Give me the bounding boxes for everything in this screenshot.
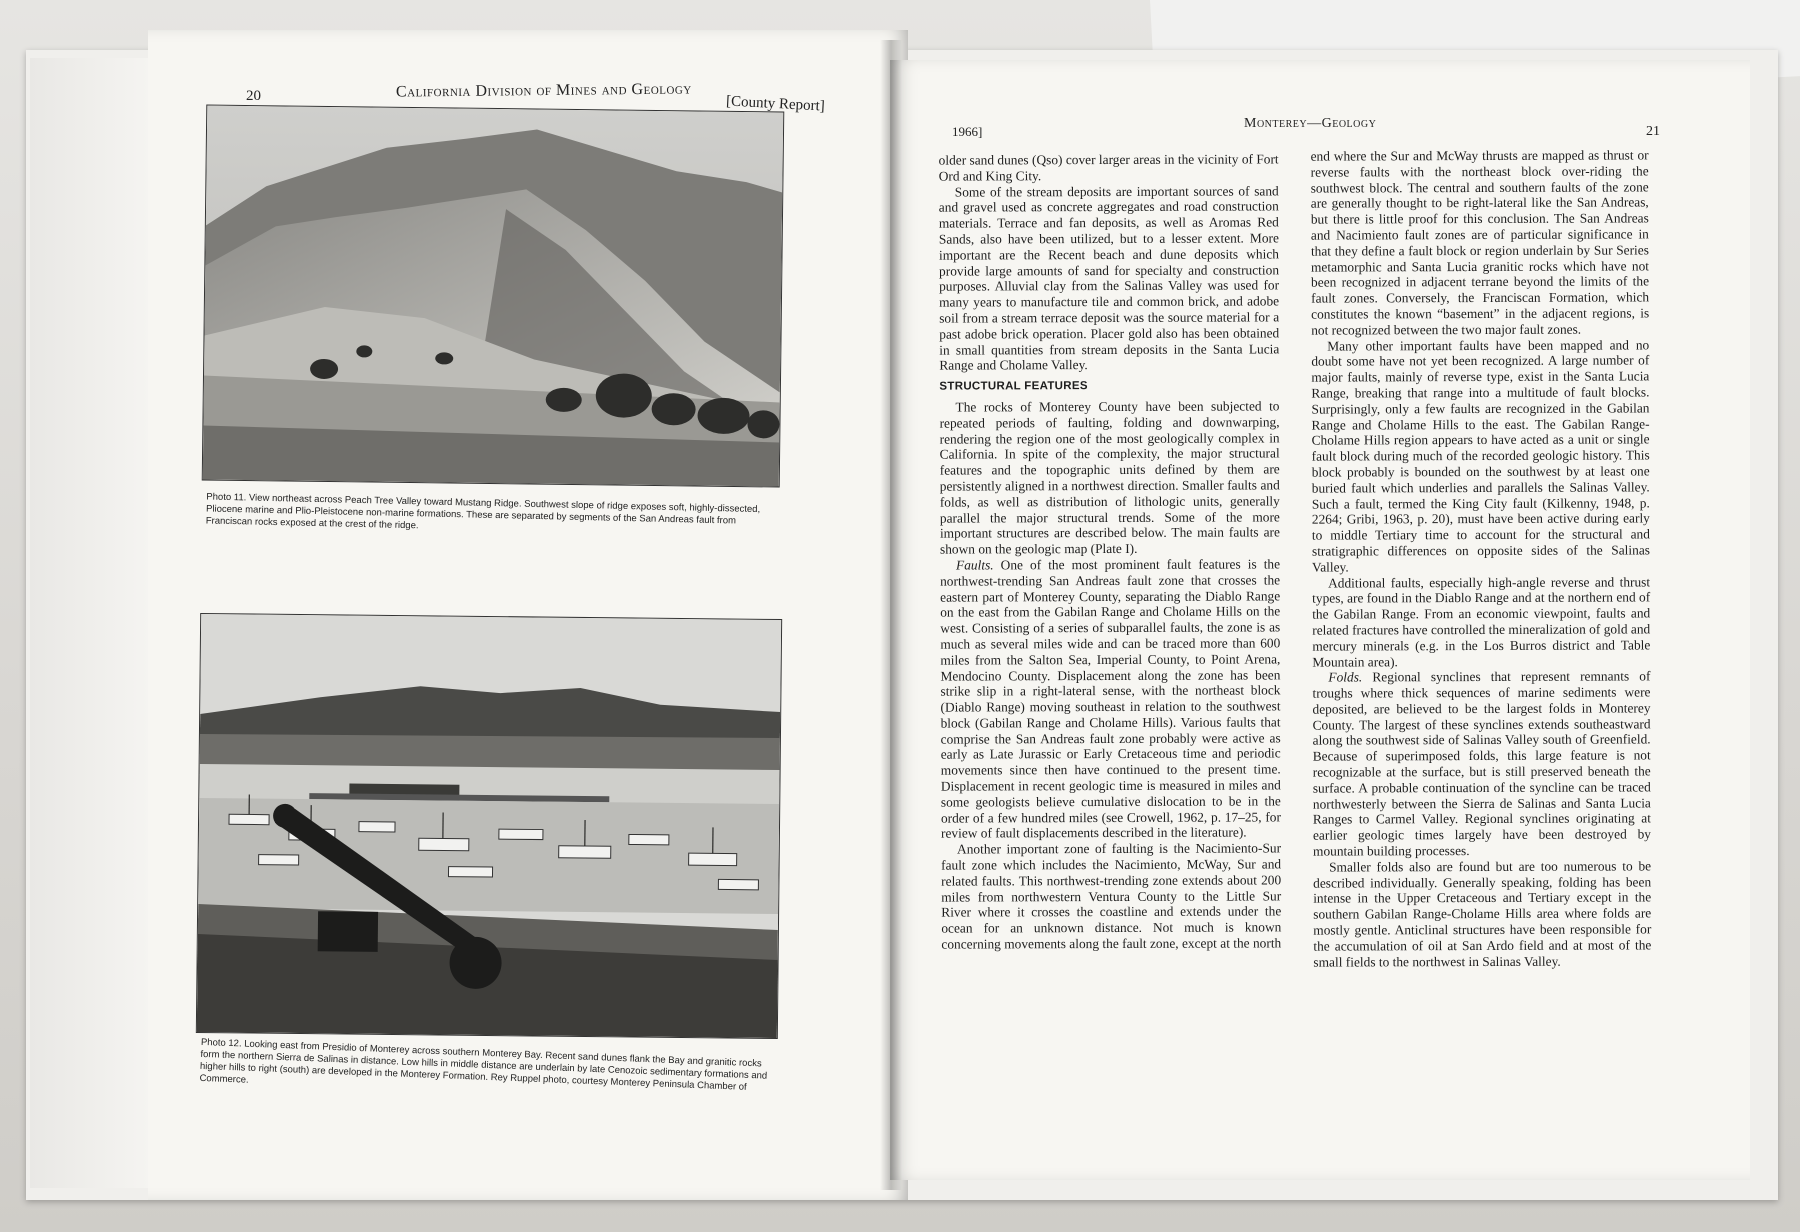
harbor-photo-graphic <box>197 614 781 1038</box>
paragraph: Faults. One of the most prominent fault features is the northwest-trending San Andreas fault zone that crosses the eastern part of Monterey County, separating the Diablo Range on the east from the Gabilan Range and Cholame Hills on the west. Consisting of a series of subparallel faults, the zone is as much as several miles wide and can be traced more than 600 miles from the Salton Sea, Imperial County, to Point Arena, Mendocino County. Displacement along the zone has been strike slip in a right-lateral sense, with the northeast block (Diablo Range) moving southeast in relation to the southwest block (Gabilan Range and Cholame Hills). Various faults that comprise the San Andreas fault zone probably were active as early as Late Jurassic or Early Cretaceous time and periodic movements since then have continued to the present time. Displacement in recent geologic time is measured in miles and some geologists believe cumulative dislocation to be in the order of a few hundred miles (see Crowell, 1962, p. 17–25, for review of fault displacements described in the literature). <box>940 556 1281 842</box>
paragraph-lead: Folds. <box>1328 669 1363 685</box>
photo-11-caption: Photo 11. View northeast across Peach Tree Valley toward Mustang Ridge. Southwest slope of ridge exposes soft, highly-dissected, Pliocene marine and Plio-Pleistocene non-marine formations. These are separated by segments of the San Andreas fault from Franciscan rocks exposed at the crest of the ridge. <box>205 491 761 532</box>
paragraph: older sand dunes (Qso) cover larger areas in the vicinity of Fort Ord and King City. <box>938 151 1279 184</box>
left-page <box>148 30 908 1200</box>
photo-12-harbor <box>196 613 782 1039</box>
text-column-2 <box>1311 147 1652 970</box>
left-page-number: 20 <box>246 88 261 104</box>
section-heading: STRUCTURAL FEATURES <box>939 380 1088 393</box>
book-gutter-shadow <box>880 40 902 1190</box>
left-page-tag: [County Report] <box>725 93 826 115</box>
right-page-number: 21 <box>1646 124 1660 139</box>
left-running-header: California Division of Mines and Geology <box>395 80 692 101</box>
paragraph: Folds. Regional synclines that represent remnants of troughs where thick sequences of marine sediments were deposited, are believed to be the largest folds in Monterey County. The largest of these synclines extends southeastward along the southwest side of Salinas Valley south of Greenfield. Because of superimposed folds, this large feature is not recognizable at the surface, but is still preserved beneath the surface. A probable continuation of the syncline can be traced northwesterly between the Sierra de Salinas and Santa Lucia Ranges to Carmel Valley. Regional synclines originating at earlier geologic times largely have been destroyed by mountain building processes. <box>1312 668 1651 859</box>
paragraph: Smaller folds also are found but are too numerous to be described individually. Generally speaking, folding has been intense in the Upper Cretaceous and Tertiary except in the southern Gabilan Range-Cholame Hills area where folds are mostly gentle. Anticlinal structures have been responsible for the accumulation of oil at San Ardo field and at most of the small fields to the northwest in Salinas Valley. <box>1313 858 1652 970</box>
paragraph-lead: Faults. <box>956 557 994 573</box>
text-column-1 <box>939 151 1282 952</box>
paragraph: Another important zone of faulting is the Nacimiento-Sur fault zone which includes the Nacimiento, McWay, Sur and related faults. This northwest-trending zone extends about 200 miles from northwestern Ventura County to the Little Sur River where it crosses the coastline and extends under the ocean for an unknown distance. Not much is known concerning movements along the fault zone, except at the north <box>941 840 1282 952</box>
paragraph: The rocks of Monterey County have been subjected to repeated periods of faulting, folding and downwarping, rendering the region one of the most geologically complex in California. In spite of the complexity, the major structural features and the topographic units defined by them are persistently aligned in a northwest direction. Smaller faults and folds, as well as distribution of lithologic units, generally parallel the major structural trends. Some of the more important structures are described below. The main faults are shown on the geologic map (Plate I). <box>939 398 1280 557</box>
right-page-year: 1966] <box>952 124 983 139</box>
right-page <box>890 60 1750 1180</box>
paragraph: Many other important faults have been mapped and no doubt some have not yet been recognized. A large number of major faults, mainly of reverse type, exist in the Santa Lucia Range, breaking that range into a multitude of fault blocks. Surprisingly, only a few faults are recognized in the Gabilan Range and Cholame Hills to the east. The Gabilan Range-Cholame Hills region appears to have acted as a unit or single fault block during much of the recorded geologic history. This block probably is bounded on the southwest by at least one buried fault which underlies and parallels the Salinas Valley. Such a fault, termed the King City fault (Kilkenny, 1948, p. 2264; Gribi, 1963, p. 20), must have been active during early to middle Tertiary time to account for the structural and stratigraphic differences on opposite sides of the Salinas Valley. <box>1311 336 1650 575</box>
hills-photo-graphic <box>203 105 784 486</box>
photo-12-caption: Photo 12. Looking east from Presidio of Monterey across southern Monterey Bay. Recent sand dunes flank the Bay and granitic rocks form the northern Sierra de Salinas in distance. Low hills in middle distance are underlain by late Cenozoic sedimentary formations and higher hills to right (south) are developed in the Monterey Formation. Rey Ruppel photo, courtesy Monterey Peninsula Chamber of Commerce. <box>199 1036 768 1093</box>
photo-11-hills <box>202 104 785 487</box>
right-running-header: Monterey—Geology <box>1244 116 1377 131</box>
paragraph: Additional faults, especially high-angle reverse and thrust types, are found in the Diablo Range and at the northern end of the Gabilan Range. From an economic viewpoint, faults and related fractures have controlled the mineralization of gold and mercury minerals (e.g. in the Los Burros district and Table Mountain area). <box>1312 573 1651 670</box>
paragraph: Some of the stream deposits are important sources of sand and gravel used as concrete aggregates and road construction materials. Terrace and fan deposits, as well as Aromas Red Sands, also have been utilized, but to a lesser extent. More important are the Recent beach and dune deposits which provide large amounts of sand for specialty and construction purposes. Alluvial clay from the Salinas Valley was used for many years to manufacture tile and common brick, and adobe soil from a stream terrace deposit was the source material for a past adobe brick operation. Placer gold also has been obtained in small quantities from stream deposits in the Santa Lucia Range and Cholame Valley. <box>938 183 1280 373</box>
paragraph: end where the Sur and McWay thrusts are mapped as thrust or reverse faults with the northeast block over-riding the southwest block. The central and southern faults of the zone are generally thought to be right-lateral like the San Andreas, but there is little proof for this conclusion. The San Andreas and Nacimiento fault zones are of particular significance in that they define a fault block or region underlain by Sur Series metamorphic and Santa Lucia granitic rocks which have not been recognized in adjacent terrane beyond the limits of the fault zones. Conversely, the Franciscan Formation, which constitutes the known “basement” in the adjacent regions, is not recognized between the two major fault zones. <box>1310 147 1650 338</box>
